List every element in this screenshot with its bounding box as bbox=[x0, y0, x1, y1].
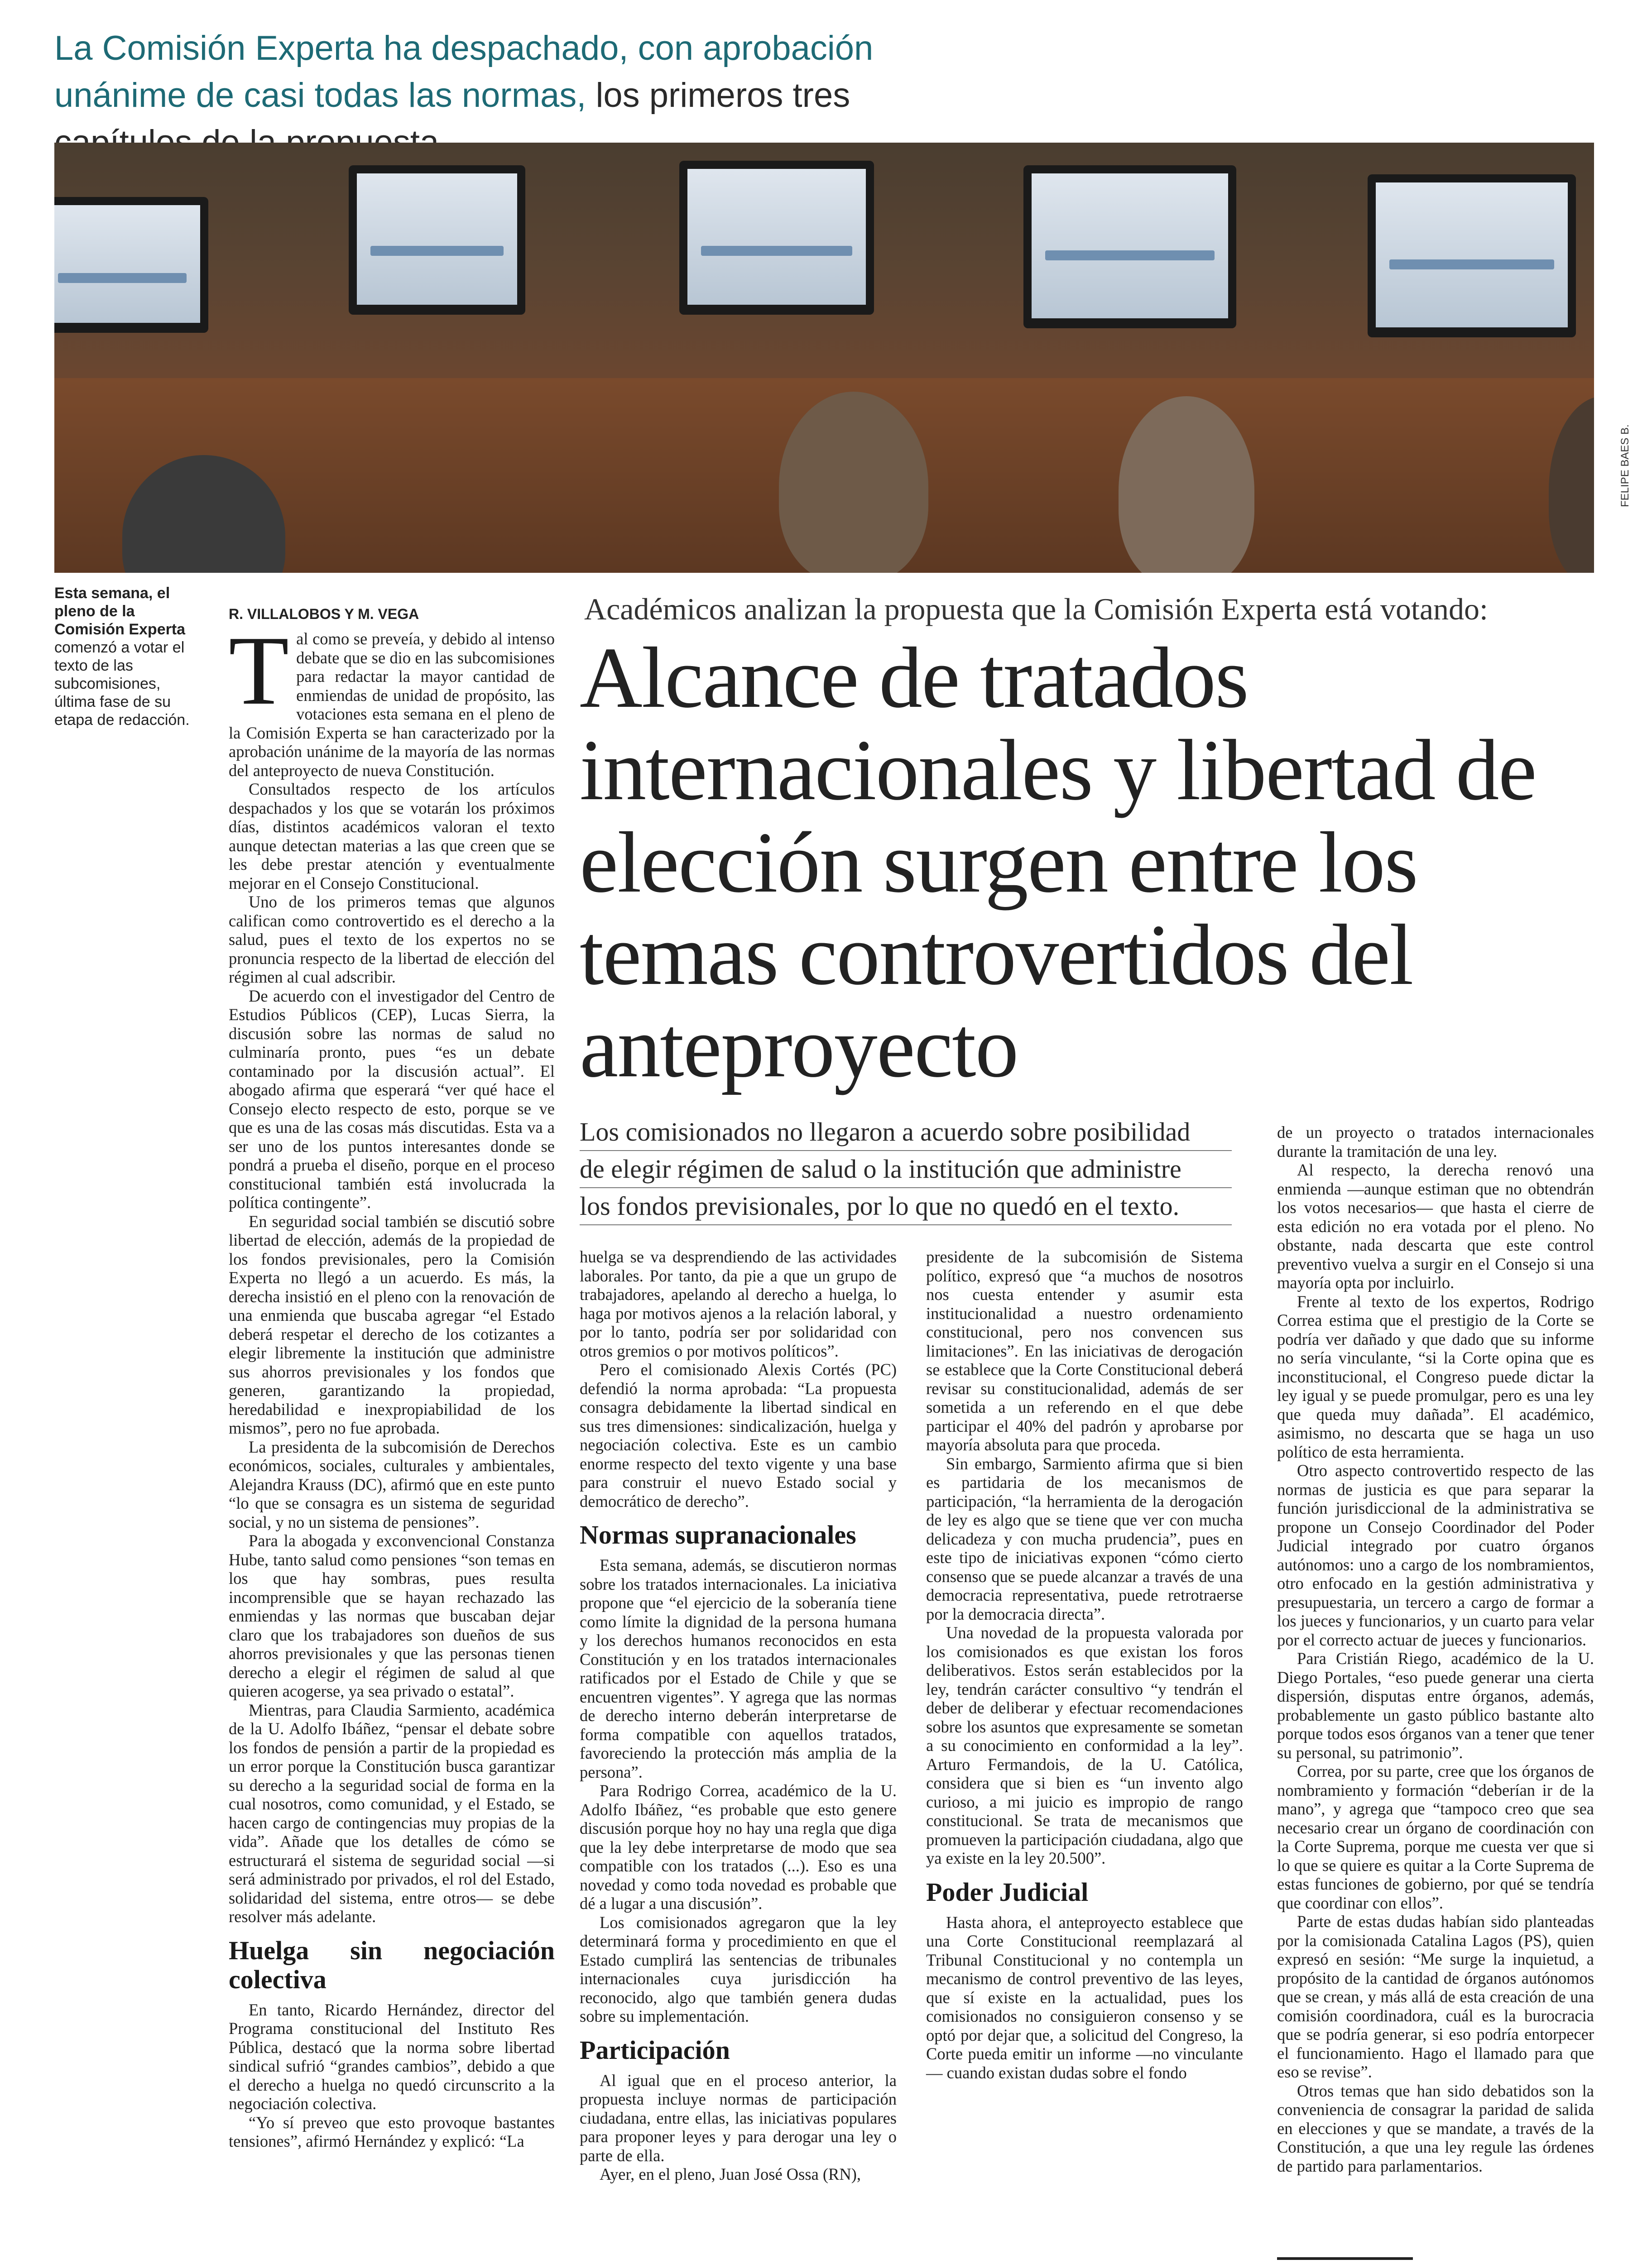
paragraph: Al igual que en el proceso anterior, la propuesta incluye normas de participación ciudadana, entre ellas, las iniciativas populares para proponer leyes y para derogar una ley o parte de ella. bbox=[580, 2071, 897, 2165]
subhead-huelga: Huelga sin negociación colectiva bbox=[229, 1935, 555, 1994]
article-column-4 bbox=[1277, 1123, 1594, 2175]
paragraph: Para Cristián Riego, académico de la U. Diego Portales, “eso puede generar una cierta dispersión, disputas entre órganos, además, probablemente un gasto público bastante alto porque todos esos órganos van a tener que tener su personal, su patrimonio”. bbox=[1277, 1649, 1594, 1762]
paragraph: Hasta ahora, el anteproyecto establece que una Corte Constitucional reemplazará al Tribunal Constitucional y no contempla un mecanismo de control preventivo de las leyes, que sí existe en la actualidad, pues los comisionados no consiguieron consenso y se optó por dejar que, a solicitud del Congreso, la Corte pueda emitir un informe —no vinculante— cuando existan dudas sobre el fondo bbox=[926, 1913, 1243, 2082]
deck-line-1: Los comisionados no llegaron a acuerdo sobre posibilidad bbox=[580, 1114, 1232, 1151]
end-rule bbox=[1277, 2257, 1413, 2260]
paragraph: En seguridad social también se discutió sobre libertad de elección, además de la propiedad de los fondos previsionales, pero la Comisión Experta no llegó a un acuerdo. Es más, la derecha insistió en el pleno con la renovación de una enmienda que buscaba agregar “el Estado deberá respetar el derecho de los cotizantes a elegir libremente la institución que administre sus ahorros previsionales y los fondos que generen, garantizando la propiedad, heredabilidad e inexpropiabilidad de los mismos”, pero no fue aprobada. bbox=[229, 1212, 555, 1437]
paragraph: Una novedad de la propuesta valorada por los comisionados es que existan los foros deliberativos. Estos serán establecidos por la ley, tendrán carácter consultivo “y tendrán el deber de deliberar y efectuar recomendaciones sobre los asuntos que expresamente se sometan a su conocimiento en conformidad a la ley”. Arturo Fermandois, de la U. Católica, considera que si bien es “un invento algo curioso, a mi juicio es impropio de rango constitucional. Se trata de mecanismos que promueven la participación ciudadana, algo que ya existe en la ley 20.500”. bbox=[926, 1623, 1243, 1867]
paragraph: “Yo sí preveo que esto provoque bastantes tensiones”, afirmó Hernández y explicó: “La bbox=[229, 2113, 555, 2150]
paragraph: En tanto, Ricardo Hernández, director del Programa constitucional del Instituto Res Pública, destacó que la norma sobre libertad sindical sufrió “grandes cambios”, debido a que el derecho a huelga no quedó circunscrito a la negociación colectiva. bbox=[229, 2000, 555, 2113]
subhead-poder-judicial: Poder Judicial bbox=[926, 1877, 1089, 1907]
photo-monitor-4 bbox=[1023, 165, 1236, 328]
paragraph: Consultados respecto de los artículos despachados y los que se votarán los próximos días, distintos académicos valoran el texto aunque detectan materias a las que creen que se les debe prestar atención y eventualmente mejorar en el Consejo Constitucional. bbox=[229, 780, 555, 892]
byline: R. VILLALOBOS Y M. VEGA bbox=[229, 606, 419, 622]
photo-caption bbox=[54, 584, 199, 729]
top-quote-highlight: La Comisión Experta ha despachado, con aprobación unánime de casi todas las normas, bbox=[54, 29, 874, 115]
paragraph: Al respecto, la derecha renovó una enmienda —aunque estiman que no obtendrán los votos necesarios— que hasta el cierre de esta edición no era votada por el pleno. No obstante, nada descarta que este control preventivo vuelva a surgir en el Consejo si una mayoría opta por incluirlo. bbox=[1277, 1161, 1594, 1292]
paragraph: Los comisionados agregaron que la ley determinará forma y procedimiento en que el Estado cumplirá las sentencias de tribunales internacionales cuya jurisdicción ha reconocido, algo que también genera dudas sobre su implementación. bbox=[580, 1913, 897, 2025]
caption-lead: Esta semana, el pleno de la bbox=[54, 585, 170, 620]
paragraph: Sin embargo, Sarmiento afirma que si bien es partidaria de los mecanismos de participación, “la herramienta de la derogación de ley es algo que se tiene que ver con mucha delicadeza y con mucha prudencia”, pues en este tipo de iniciativas exponen “cómo cierto consenso que se puede alcanzar a través de una democracia representativa, puede retrotraerse por la democracia directa”. bbox=[926, 1454, 1243, 1623]
paragraph: Ayer, en el pleno, Juan José Ossa (RN), bbox=[600, 2165, 861, 2183]
paragraph: presidente de la subcomisión de Sistema político, expresó que “a muchos de nosotros nos cuesta entender y asumir esta institucionalidad a nuestro ordenamiento constitucional, pero nos convencen sus limitaciones”. En las iniciativas de derogación se establece que la Corte Constitucional deberá revisar su constitucionalidad, además de ser sometida a un referendo en el que debe participar el 40% del padrón y aprobarse por mayoría absoluta para que proceda. bbox=[926, 1247, 1243, 1454]
photo-monitor-3 bbox=[679, 161, 874, 315]
kicker: Académicos analizan la propuesta que la Comisión Experta está votando: bbox=[584, 592, 1488, 626]
drop-cap: T bbox=[229, 616, 289, 725]
deck bbox=[580, 1114, 1232, 1225]
photo-credit: FELIPE BAES B. bbox=[1619, 424, 1631, 507]
paragraph: de un proyecto o tratados internacionales durante la tramitación de una ley. bbox=[1277, 1123, 1594, 1161]
photo-monitor-5 bbox=[1368, 174, 1576, 337]
paragraph: Pero el comisionado Alexis Cortés (PC) defendió la norma aprobada: “La propuesta consagra debidamente la libertad sindical en sus tres dimensiones: sindicalización, huelga y negociación colectiva. Este es un cambio enorme respecto del texto vigente y una base para construir el nuevo Estado social y democrático de derecho”. bbox=[580, 1360, 897, 1511]
paragraph: Esta semana, además, se discutieron normas sobre los tratados internacionales. La iniciativa propone que “el ejercicio de la soberanía tiene como límite la dignidad de la persona humana y los derechos humanos reconocidos en esta Constitución y en los tratados internacionales ratificados por el Estado de Chile y que se encuentren vigentes”. Y agrega que las normas de derecho interno deberán interpretarse de forma compatible con aquellos tratados, favoreciendo la protección más amplia de la persona”. bbox=[580, 1556, 897, 1781]
subhead-normas: Normas supranacionales bbox=[580, 1520, 856, 1549]
paragraph: Para la abogada y exconvencional Constanza Hube, tanto salud como pensiones “son temas en los que hay sombras, pues resulta incomprensible que se hayan rechazado las enmiendas y las normas que buscaban dejar claro que los trabajadores son dueños de sus ahorros previsionales y que las personas tienen derecho a elegir el régimen de salud al que quieren acogerse, ya sea privado o estatal”. bbox=[229, 1531, 555, 1700]
paragraph: Correa, por su parte, cree que los órganos de nombramiento y formación “deberían ir de la mano”, y agrega que “tampoco creo que sea necesario crear un órgano de coordinación con la Corte Suprema, porque me cuesta ver que si lo que se quiere es quitar a la Corte Suprema de estas funciones de gobierno, por qué se tendría que coordinar con ellos”. bbox=[1277, 1762, 1594, 1912]
paragraph: Mientras, para Claudia Sarmiento, académica de la U. Adolfo Ibáñez, “pensar el debate sobre los fondos de pensión a partir de la propiedad es un error porque la Constitución busca garantizar su derecho a la seguridad social de forma en la cual nosotros, como comunidad, y el Estado, se hacen cargo de contingencias muy propias de la vida”. Añade que los detalles de cómo se estructurará el sistema de seguridad social —si será administrado por privados, el rol del Estado, solidaridad del sistema, entre otros— se debe resolver más adelante. bbox=[229, 1700, 555, 1926]
paragraph: Frente al texto de los expertos, Rodrigo Correa estima que el prestigio de la Corte se podría ver dañado y que dado que su informe no sería vinculante, “si la Corte opina que es inconstitucional, el Congreso puede dictar la ley igual y se puede promulgar, pero es una ley que queda muy dañada”. El académico, asimismo, no descarta que se haga un uso político de esta herramienta. bbox=[1277, 1292, 1594, 1461]
paragraph: Otros temas que han sido debatidos son la conveniencia de consagrar la paridad de salida en elecciones y que se mandate, a través de la Constitución, a que una ley regule las órdenes de partido para parlamentarios. bbox=[1277, 2081, 1594, 2175]
article-column-1 bbox=[229, 616, 555, 2151]
paragraph: Parte de estas dudas habían sido planteadas por la comisionada Catalina Lagos (PS), quien expresó en sesión: “Me surge la inquietud, a propósito de la cantidad de órganos autónomos que se crean, y más allá de esta creación de una comisión coordinadora, cuál es la burocracia que se podría generar, si eso podría entorpecer el funcionamiento. Hago el llamado para que eso se revise”. bbox=[1277, 1912, 1594, 2081]
paragraph: Otro aspecto controvertido respecto de las normas de justicia es que para separar la función jurisdiccional de la administrativa se propone un Consejo Coordinador del Poder Judicial integrado por cuatro órganos autónomos: uno a cargo de los nombramientos, otro enfocado en la gestión administrativa y presupuestaria, un tercero a cargo de formar a los jueces y funcionarios, y un cuarto para velar por el correcto actuar de jueces y funcionarios. bbox=[1277, 1461, 1594, 1649]
paragraph: huelga se va desprendiendo de las actividades laborales. Por tanto, da pie a que un grupo de trabajadores, apelando al derecho a huelga, lo haga por motivos ajenos a la relación laboral, y por lo tanto, podría ser por solidaridad con otros gremios o por motivos políticos”. bbox=[580, 1247, 897, 1360]
paragraph: Uno de los primeros temas que algunos califican como controvertido es el derecho a la salud, pues el texto de los expertos no se pronuncia respecto de la libertad de elección del régimen al cual adscribir. bbox=[229, 892, 555, 986]
top-quote-rest: los primeros tres bbox=[595, 76, 850, 115]
deck-line-2: de elegir régimen de salud o la institución que administre bbox=[580, 1151, 1232, 1188]
article-column-3 bbox=[926, 1247, 1243, 2082]
deck-line-3: los fondos previsionales, por lo que no quedó en el texto. bbox=[580, 1188, 1232, 1225]
news-photo bbox=[54, 143, 1594, 573]
paragraph: De acuerdo con el investigador del Centro de Estudios Públicos (CEP), Lucas Sierra, la discusión sobre las normas de salud no culminaría pronto, pues “es un debate contaminado por la discusión actual”. El abogado afirma que esperará “ver qué hace el Consejo electo respecto de esto, porque se ve que es una de las cosas más discutidas. Esta va a ser uno de los puntos interesantes donde se pondrá a prueba el diseño, porque en el proceso constitucional también está involucrada la política contingente”. bbox=[229, 986, 555, 1212]
article-column-2 bbox=[580, 1247, 897, 2184]
photo-monitor-2 bbox=[349, 165, 525, 315]
photo-person-2 bbox=[779, 392, 928, 573]
subhead-participacion: Participación bbox=[580, 2035, 730, 2065]
paragraph: La presidenta de la subcomisión de Derechos económicos, sociales, culturales y ambientales, Alejandra Krauss (DC), afirmó que en este punto “lo que se consagra es un sistema de seguridad social, y no un sistema de pensiones”. bbox=[229, 1437, 555, 1531]
caption-text: comenzó a votar el texto de las subcomisiones, última fase de su etapa de redacción. bbox=[54, 639, 190, 729]
headline: Alcance de tratados internacionales y libertad de elección surgen entre los temas controvertidos del anteproyecto bbox=[580, 629, 1536, 1095]
photo-monitor-1 bbox=[54, 197, 208, 333]
paragraph: Para Rodrigo Correa, académico de la U. Adolfo Ibáñez, “es probable que esto genere discusión porque hoy no hay una regla que diga que la ley debe interpretarse de modo que sea compatible con los tratados (...). Eso es una novedad y como toda novedad es probable que dé a lugar a una discusión”. bbox=[580, 1781, 897, 1913]
paragraph: al como se preveía, y debido al intenso debate que se dio en las subcomisiones para redactar la mayor cantidad de enmiendas de unidad de propósito, las votaciones esta semana en el pleno de la Comisión Experta se han caracterizado por la aprobación unánime de la mayoría de las normas del anteproyecto de nueva Constitución. bbox=[229, 629, 555, 780]
caption-bold: Comisión Experta bbox=[54, 621, 186, 638]
